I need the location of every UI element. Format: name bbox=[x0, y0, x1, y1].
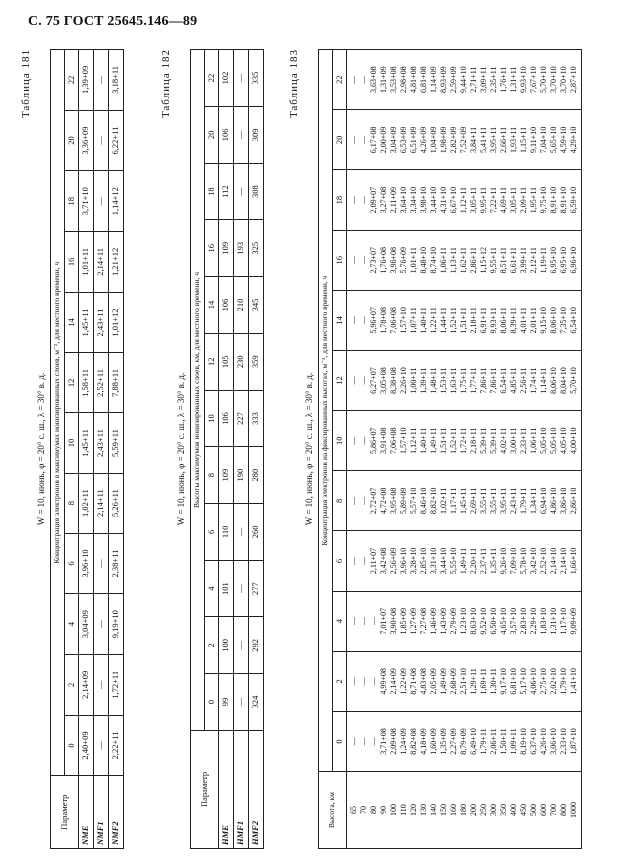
t181-cell: 2,38+11 bbox=[108, 533, 123, 594]
t183-param-header: Высота, км bbox=[318, 772, 346, 849]
t181-cell: 1,58+11 bbox=[78, 353, 93, 413]
t183-column: — — 6,27+07 3,05+08 8,38+08 2,26+10 1,00+11 1,39+11 1,48+11 1,53+11 1,63+11 1,75+11 1,77+11 7,86+11 7,86+11 6,54+11 4,85+11 2,56+11 1,74+11 1,14+11 8,06+10 8,04+10 5,70+10 bbox=[346, 350, 581, 410]
t182-row bbox=[218, 50, 233, 849]
rotated-content bbox=[20, 49, 600, 849]
t181-cell: 3,36+09 bbox=[78, 110, 93, 171]
t182-cell: 100 bbox=[218, 617, 233, 674]
t181-cell: — bbox=[93, 50, 108, 111]
table-181-label: Таблица 181 bbox=[19, 49, 32, 119]
t183-column: — — 5,96+07 1,78+08 7,06+08 1,57+10 1,07+11 1,40+11 1,22+11 1,44+11 1,52+11 1,51+11 2,18+11 6,91+11 9,93+11 8,06+11 8,39+11 4,01+11 2,01+11 9,15+10 8,06+10 7,35+10 6,54+10 bbox=[346, 290, 581, 350]
t182-cell: 260 bbox=[248, 504, 263, 561]
t181-hour-header: 6 bbox=[64, 533, 79, 594]
t182-hour-header: 0 bbox=[204, 674, 219, 731]
t183-hour-header: 4 bbox=[332, 591, 347, 651]
t183-column: — — 2,09+07 3,27+08 2,11+09 3,64+10 3,34+10 3,98+10 3,44+10 4,31+10 6,67+10 1,12+11 3,05+11 9,95+11 7,22+11 4,69+11 3,05+11 2,09+11 1,95+11 9,75+10 8,91+10 8,91+10 6,59+10 bbox=[346, 170, 581, 230]
t182-cell: 308 bbox=[248, 163, 263, 220]
t181-subtitle: Концентрация электронов в максимумах ионизированных слоев, м⁻³, для местного времени, ч bbox=[50, 50, 64, 776]
t181-cell: 6,22+11 bbox=[108, 110, 123, 171]
t183-hour-header: 18 bbox=[332, 170, 347, 230]
t182-cell: 102 bbox=[218, 50, 233, 107]
t181-hour-header: 18 bbox=[64, 171, 79, 232]
t182-cell: — bbox=[233, 617, 248, 674]
t183-column: — — — 7,01+07 3,90+08 1,85+09 1,27+09 7,27+08 1,46+09 1,43+09 2,79+09 1,23+10 8,63+10 9,52+10 6,50+10 4,65+10 3,57+10 2,83+10 2,29+10 1,83+10 1,31+10 1,17+10 9,09+09 bbox=[346, 591, 581, 651]
t181-cell: — bbox=[93, 654, 108, 715]
t181-cell: 7,88+11 bbox=[108, 353, 123, 413]
t182-cell: 359 bbox=[248, 333, 263, 390]
t181-param-header: Параметр bbox=[50, 776, 78, 849]
t182-cell: 109 bbox=[218, 447, 233, 504]
t181-cell: 3,71+10 bbox=[78, 171, 93, 232]
t183-column: — — — 4,99+08 2,14+09 1,22+09 8,71+08 4,83+08 2,05+09 1,49+09 2,68+09 2,51+10 1,29+11 1,69+11 1,30+11 9,17+10 6,81+10 5,17+10 4,06+10 2,75+10 2,02+10 1,79+10 1,41+10 bbox=[346, 651, 581, 711]
t181-hour-header: 16 bbox=[64, 232, 79, 293]
t182-cell: 277 bbox=[248, 560, 263, 617]
t182-hour-header: 12 bbox=[204, 333, 219, 390]
t182-cell: — bbox=[233, 504, 248, 561]
t182-cell: 190 bbox=[233, 447, 248, 504]
table-181 bbox=[50, 49, 124, 849]
t181-hour-header: 10 bbox=[64, 413, 79, 473]
t181-hour-header: 8 bbox=[64, 473, 79, 533]
t183-hour-header: 12 bbox=[332, 350, 347, 410]
table-182-title: W = 10, июнь, φ = 20° с. ш., λ = 30° в. д. bbox=[175, 372, 186, 526]
t182-row-param: HMF2 bbox=[248, 730, 263, 848]
t181-row bbox=[93, 50, 108, 849]
t182-cell: 106 bbox=[218, 277, 233, 334]
t181-cell: 2,40+09 bbox=[78, 715, 93, 776]
t182-cell: 324 bbox=[248, 674, 263, 731]
t183-hour-header: 6 bbox=[332, 531, 347, 591]
t182-hour-header: 22 bbox=[204, 50, 219, 107]
t181-cell: 2,14+11 bbox=[93, 232, 108, 293]
t181-row bbox=[108, 50, 123, 849]
t182-cell: 105 bbox=[218, 333, 233, 390]
t183-hour-header: 8 bbox=[332, 471, 347, 531]
t182-cell: — bbox=[233, 107, 248, 164]
t181-cell: 1,45+11 bbox=[78, 413, 93, 473]
t183-column: — — 2,11+07 3,42+08 2,56+09 3,96+10 3,28+10 2,85+10 3,31+10 3,44+10 5,55+10 1,49+11 2,20+11 2,37+11 1,35+11 9,26+10 7,09+10 5,78+10 3,42+10 2,52+10 2,14+10 2,14+10 1,66+10 bbox=[346, 531, 581, 591]
t182-cell: — bbox=[233, 50, 248, 107]
t182-cell: 309 bbox=[248, 107, 263, 164]
t183-subtitle: Концентрация электронов на фиксированных высотах, м⁻³, для местного времени, ч bbox=[318, 50, 332, 772]
t181-cell: 3,04+09 bbox=[78, 594, 93, 655]
t181-cell: 1,45+11 bbox=[78, 292, 93, 353]
t182-hour-header: 10 bbox=[204, 390, 219, 447]
t182-hour-header: 2 bbox=[204, 617, 219, 674]
t181-hour-header: 12 bbox=[64, 353, 79, 413]
t181-cell: 1,72+11 bbox=[108, 654, 123, 715]
t182-cell: 292 bbox=[248, 617, 263, 674]
t182-cell: 345 bbox=[248, 277, 263, 334]
t181-cell: 1,39+09 bbox=[78, 50, 93, 111]
t182-row bbox=[248, 50, 263, 849]
t183-column: — — 6,17+08 2,00+09 3,04+09 6,53+09 6,51+09 4,26+09 1,04+09 1,98+09 2,82+09 7,52+09 3,84+11 5,41+11 3,95+11 2,66+11 1,93+11 1,15+11 9,11+10 7,04+10 5,65+10 4,59+10 4,29+10 bbox=[346, 110, 581, 170]
t183-hour-header: 0 bbox=[332, 711, 347, 771]
t182-cell: — bbox=[233, 674, 248, 731]
t181-cell: 2,43+11 bbox=[93, 292, 108, 353]
t183-column: — — 2,73+07 1,76+08 3,96+08 5,76+09 1,01+11 8,48+10 8,74+10 1,06+11 1,13+11 1,62+11 2,86+11 1,15+12 9,55+11 8,51+11 6,61+11 3,99+11 2,12+11 1,19+11 6,95+10 6,95+10 6,96+10 bbox=[346, 230, 581, 290]
t181-cell: 1,14+12 bbox=[108, 171, 123, 232]
t181-cell: — bbox=[93, 110, 108, 171]
t181-cell: 5,26+11 bbox=[108, 473, 123, 533]
t183-column: — — — 3,71+08 2,09+08 1,24+09 8,82+08 4,18+09 1,60+09 1,35+09 2,27+09 8,79+09 6,49+10 1,79+11 2,06+11 1,50+11 1,09+11 8,19+10 6,37+10 4,26+10 3,06+10 2,33+10 1,87+10 bbox=[346, 711, 581, 771]
t181-hour-header: 4 bbox=[64, 594, 79, 655]
t182-cell: 99 bbox=[218, 674, 233, 731]
t182-subtitle: Высоты максимумов ионизированных слоев, км, для местного времени, ч bbox=[190, 50, 204, 731]
t182-cell: 193 bbox=[233, 220, 248, 277]
t181-row-param: NME bbox=[78, 776, 93, 849]
t183-hour-header: 20 bbox=[332, 110, 347, 170]
t182-cell: 109 bbox=[218, 220, 233, 277]
t182-cell: 230 bbox=[233, 333, 248, 390]
page-header: С. 75 ГОСТ 25645.146—89 bbox=[28, 14, 198, 29]
t181-row bbox=[78, 50, 93, 849]
t182-row-param: HME bbox=[218, 730, 233, 848]
t182-cell: 106 bbox=[218, 107, 233, 164]
t183-hour-header: 22 bbox=[332, 50, 347, 110]
t181-cell: 1,02+11 bbox=[78, 473, 93, 533]
t182-cell: 325 bbox=[248, 220, 263, 277]
t181-cell: 2,22+11 bbox=[108, 715, 123, 776]
t181-hour-header: 20 bbox=[64, 110, 79, 171]
t181-cell: 5,59+11 bbox=[108, 413, 123, 473]
t181-cell: 2,52+11 bbox=[93, 353, 108, 413]
t183-data-row bbox=[346, 50, 581, 849]
t182-hour-header: 16 bbox=[204, 220, 219, 277]
t182-hour-header: 14 bbox=[204, 277, 219, 334]
t182-cell: 106 bbox=[218, 390, 233, 447]
t183-hour-header: 2 bbox=[332, 651, 347, 711]
t182-row-param: HMF1 bbox=[233, 730, 248, 848]
t182-cell: 112 bbox=[218, 163, 233, 220]
t183-column: — — 2,72+07 4,72+08 3,95+08 5,89+09 5,57+10 8,46+10 8,82+10 1,02+11 1,17+11 1,45+11 2,69+11 3,55+11 3,55+11 3,95+11 2,43+11 1,79+11 1,34+11 6,94+10 4,86+10 3,86+10 2,86+10 bbox=[346, 471, 581, 531]
t181-hour-header: 14 bbox=[64, 292, 79, 353]
t183-column: — — 5,86+07 3,91+08 7,06+08 1,57+10 1,12+11 1,40+11 1,49+11 1,51+11 1,52+11 1,72+11 2,18+11 5,39+11 5,39+11 4,02+11 3,00+11 2,33+11 1,06+11 5,05+10 5,05+10 4,05+10 4,00+10 bbox=[346, 411, 581, 471]
t183-hour-header: 14 bbox=[332, 290, 347, 350]
t182-cell: 227 bbox=[233, 390, 248, 447]
t182-cell: 210 bbox=[233, 277, 248, 334]
t181-cell: — bbox=[93, 594, 108, 655]
t183-column: — — 3,63+08 1,31+09 3,53+08 2,98+08 4,81+08 6,81+08 1,14+09 8,93+09 2,59+09 9,44+10 2,71+11 3,09+11 2,35+11 1,76+11 1,31+11 9,93+10 7,67+10 5,70+10 3,70+10 3,70+10 2,87+10 bbox=[346, 50, 581, 110]
t181-cell: 2,14+11 bbox=[93, 473, 108, 533]
t182-cell: 280 bbox=[248, 447, 263, 504]
t182-cell: — bbox=[233, 163, 248, 220]
t181-cell: 3,18+11 bbox=[108, 50, 123, 111]
t182-hour-header: 20 bbox=[204, 107, 219, 164]
t183-hour-header: 16 bbox=[332, 230, 347, 290]
t181-cell: — bbox=[93, 715, 108, 776]
t182-cell: 335 bbox=[248, 50, 263, 107]
table-182 bbox=[190, 49, 264, 849]
t181-row-param: NMF1 bbox=[93, 776, 108, 849]
t181-cell: 1,21+12 bbox=[108, 232, 123, 293]
t183-hour-header: 10 bbox=[332, 411, 347, 471]
table-183-title: W = 10, июнь, φ = 20° с. ш., λ = 30° в. д. bbox=[303, 372, 314, 526]
table-182-label: Таблица 182 bbox=[159, 49, 172, 119]
t182-hour-header: 8 bbox=[204, 447, 219, 504]
t182-cell: — bbox=[233, 560, 248, 617]
t181-row-param: NMF2 bbox=[108, 776, 123, 849]
table-183 bbox=[318, 49, 582, 849]
t181-cell: — bbox=[93, 533, 108, 594]
table-183-label: Таблица 183 bbox=[287, 49, 300, 119]
t182-cell: 333 bbox=[248, 390, 263, 447]
t181-cell: 9,19+10 bbox=[108, 594, 123, 655]
t181-cell: 2,43+11 bbox=[93, 413, 108, 473]
t181-hour-header: 0 bbox=[64, 715, 79, 776]
t181-hour-header: 2 bbox=[64, 654, 79, 715]
t182-row bbox=[233, 50, 248, 849]
t183-heights: 65 70 80 90 100 110 120 130 140 150 160 180 200 250 300 350 400 450 500 600 700 800 1000 bbox=[346, 772, 581, 849]
t182-hour-header: 4 bbox=[204, 560, 219, 617]
t182-cell: 101 bbox=[218, 560, 233, 617]
t181-cell: 2,14+09 bbox=[78, 654, 93, 715]
t182-hour-header: 18 bbox=[204, 163, 219, 220]
t181-cell: 1,01+12 bbox=[108, 292, 123, 353]
t181-cell: 3,96+10 bbox=[78, 533, 93, 594]
table-181-title: W = 10, июнь, φ = 20° с. ш., λ = 30° в. д. bbox=[35, 372, 46, 526]
t181-cell: 1,01+11 bbox=[78, 232, 93, 293]
t182-hour-header: 6 bbox=[204, 504, 219, 561]
t182-param-header: Параметр bbox=[190, 730, 218, 848]
t182-cell: 110 bbox=[218, 504, 233, 561]
t181-hour-header: 22 bbox=[64, 50, 79, 111]
t181-cell: — bbox=[93, 171, 108, 232]
